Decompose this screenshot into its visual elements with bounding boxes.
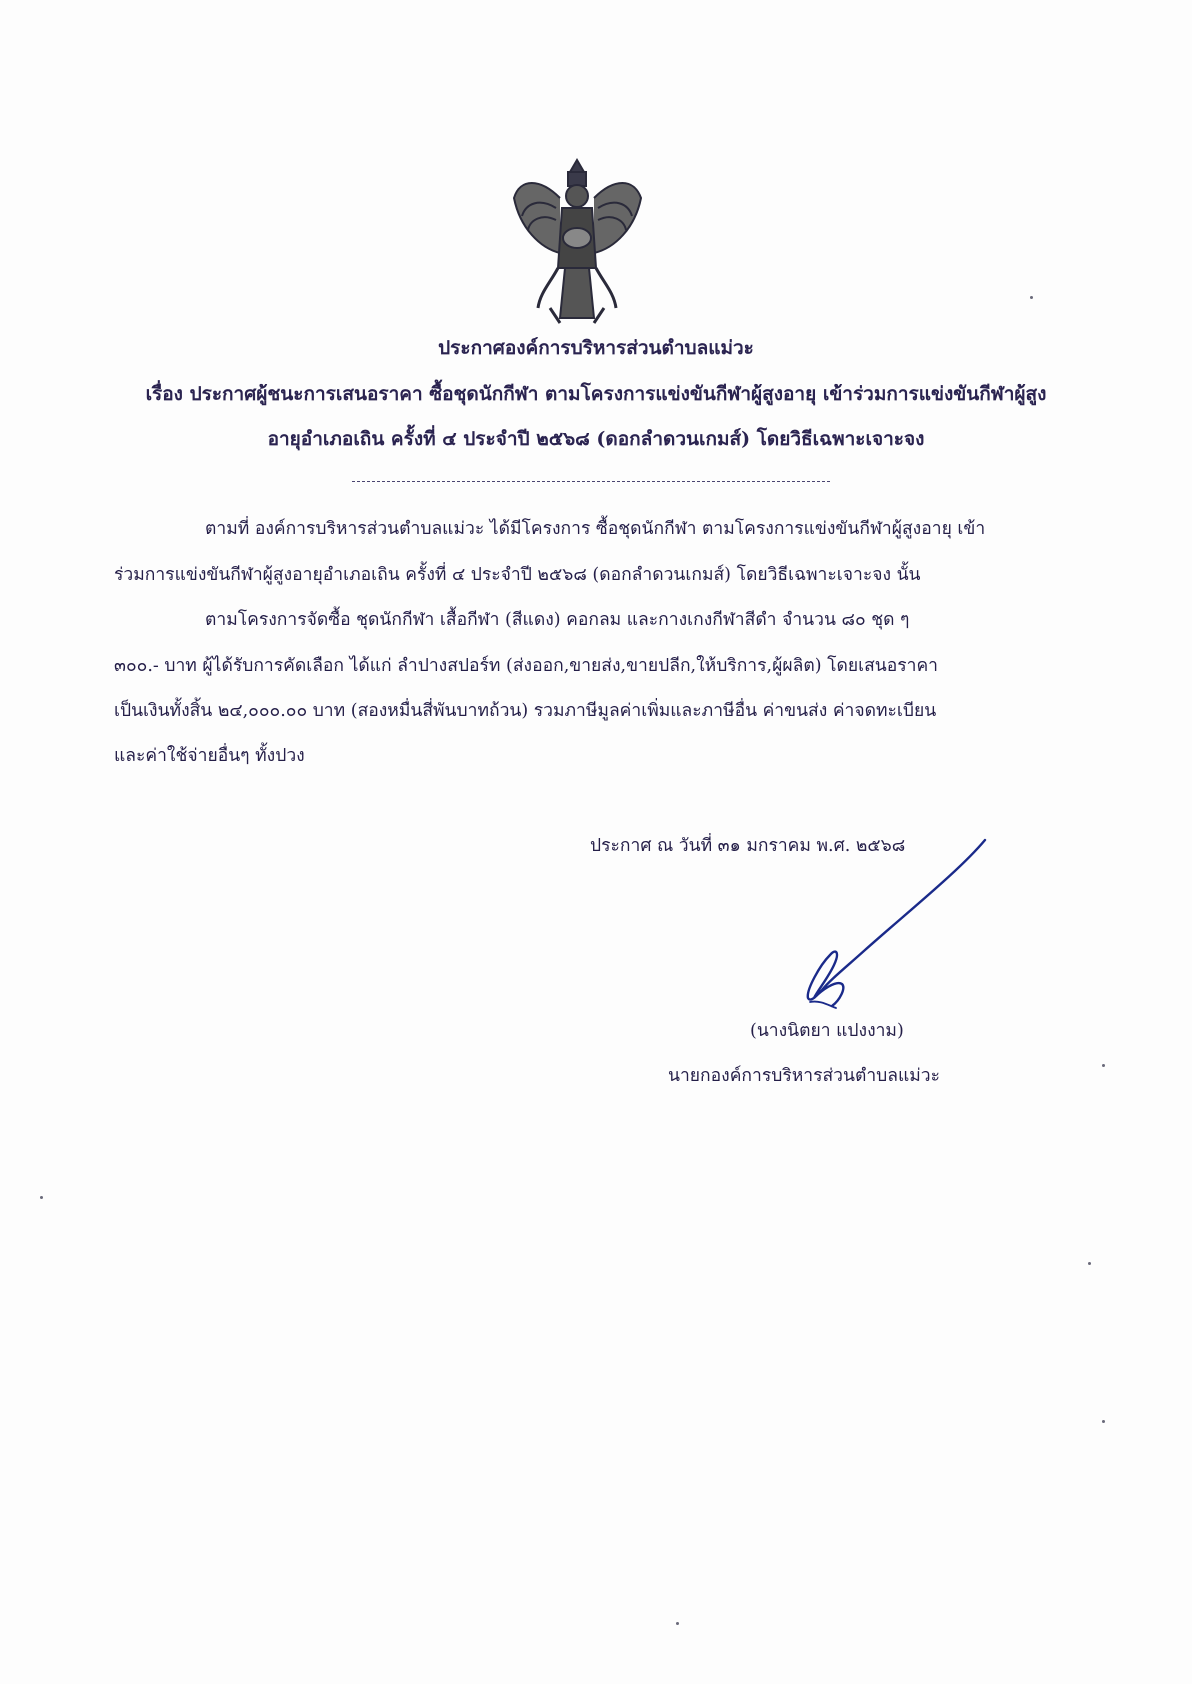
scan-speck xyxy=(1030,296,1033,299)
signer-title: นายกองค์การบริหารส่วนตำบลแม่วะ xyxy=(668,1066,941,1086)
body-p1-line2: ร่วมการแข่งขันกีฬาผู้สูงอายุอำเภอเถิน ครั้งที่ ๔ ประจำปี ๒๕๖๘ (ดอกลำดวนเกมส์) โดยวิธีเฉพาะเจาะจง นั้น xyxy=(114,565,921,585)
signature-icon xyxy=(770,830,1000,1030)
subject-line-2: อายุอำเภอเถิน ครั้งที่ ๔ ประจำปี ๒๕๖๘ (ดอกลำดวนเกมส์) โดยวิธีเฉพาะเจาะจง xyxy=(267,428,925,450)
scan-speck xyxy=(1102,1420,1105,1423)
scan-speck xyxy=(676,1622,679,1625)
subject-line-1: เรื่อง ประกาศผู้ชนะการเสนอราคา ซื้อชุดนักกีฬา ตามโครงการแข่งขันกีฬาผู้สูงอายุ เข้าร่วมการแข่งขันกีฬาผู้สูง xyxy=(145,383,1047,405)
org-heading: ประกาศองค์การบริหารส่วนตำบลแม่วะ xyxy=(438,337,754,359)
signer-name: (นางนิตยา แปงงาม) xyxy=(750,1021,904,1041)
body-p2-line1: ตามโครงการจัดซื้อ ชุดนักกีฬา เสื้อกีฬา (สีแดง) คอกลม และกางเกงกีฬาสีดำ จำนวน ๘๐ ชุด ๆ xyxy=(205,610,910,630)
body-p2-line3: เป็นเงินทั้งสิ้น ๒๔,๐๐๐.๐๐ บาท (สองหมื่นสี่พันบาทถ้วน) รวมภาษีมูลค่าเพิ่มและภาษีอื่น ค่าขนส่ง ค่าจดทะเบียน xyxy=(114,701,937,721)
heading-divider xyxy=(352,481,830,482)
body-p2-line2: ๓๐๐.- บาท ผู้ได้รับการคัดเลือก ได้แก่ ลำปางสปอร์ท (ส่งออก,ขายส่ง,ขายปลีก,ให้บริการ,ผู้ผลิต) โดยเสนอราคา xyxy=(114,656,938,676)
scan-speck xyxy=(1102,1064,1105,1067)
garuda-emblem-icon xyxy=(510,158,645,328)
announce-date: ประกาศ ณ วันที่ ๓๑ มกราคม พ.ศ. ๒๕๖๘ xyxy=(590,836,906,856)
body-p2-line4: และค่าใช้จ่ายอื่นๆ ทั้งปวง xyxy=(114,746,305,766)
body-p1-line1: ตามที่ องค์การบริหารส่วนตำบลแม่วะ ได้มีโครงการ ซื้อชุดนักกีฬา ตามโครงการแข่งขันกีฬาผู้สูงอายุ เข้า xyxy=(205,519,986,539)
scan-speck xyxy=(1088,1262,1091,1265)
scan-speck xyxy=(40,1196,43,1199)
